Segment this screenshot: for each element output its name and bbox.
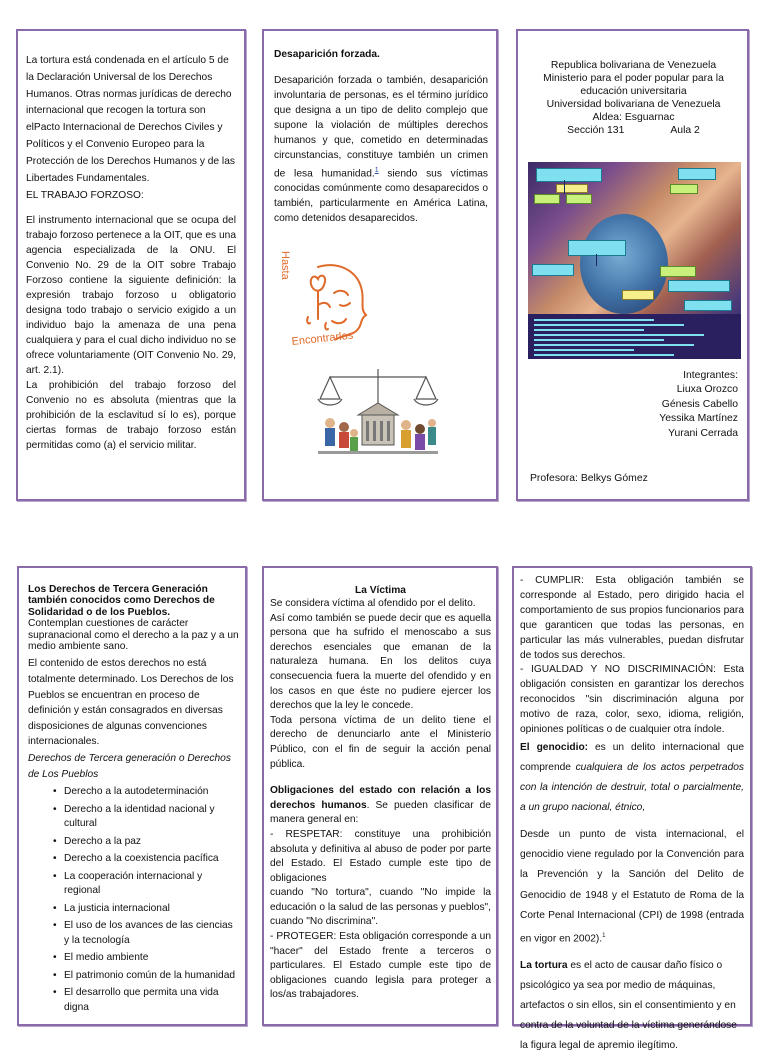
list-item: • La cooperación internacional y regional [60,870,240,899]
genocidio-paragraph-2 [520,825,744,950]
seccion-aula-line [524,124,743,137]
member-name: Génesis Cabello [661,398,738,410]
tercera-generacion-intro: Contemplan cuestiones de carácter supranacional como el derecho a la paz y a un medio ambiente sano. [28,618,239,653]
member-name: Liuxa Orozco [676,384,738,396]
member-name: Yurani Cerrada [668,427,738,439]
proteger-paragraph: - PROTEGER: Esta obligación corresponde a un "hacer" del Estado frente a terceros o particulares. El Estado cumple este tipo de obligaciones cuando legisla para proteger a los/as trabajadores. [270,931,491,1001]
tortura-definition [520,956,744,1056]
obligaciones-title: Obligaciones del estado con relación a los derechos humanos [270,785,491,811]
victima-p3: Toda persona víctima de un delito tiene el derecho de denunciarlo ante el Ministerio Público, con el fin de seguir la acción penal pública. [270,714,491,770]
integrantes-label: Integrantes: [683,370,738,381]
universidad-line: Universidad bolivariana de Venezuela [546,99,721,110]
hasta-encontrarlos-logo [274,251,378,355]
tortura-label: La tortura [520,959,568,971]
member-name: Yessika Martínez [659,413,738,425]
desaparicion-body [274,73,488,226]
panel-obligaciones-genocidio [512,566,752,1051]
cover-legend [528,314,741,359]
list-item: • El uso de los avances de las ciencias y la tecnología [60,919,240,948]
list-item: • Derecho a la identidad nacional y cultural [60,803,240,832]
cover-image-hands-globe [528,162,741,359]
igualdad-paragraph: - IGUALDAD Y NO DISCRIMINACIÓN: Esta obligación consisten en garantizar los derechos reconocidos "sin discriminación alguna por motivo de raza, color, sexo, idioma, religión, opiniones políticas o de cualquier otra índole. [520,664,744,736]
list-item: • El medio ambiente [60,951,240,966]
trabajo-forzoso-heading: EL TRABAJO FORZOSO: [26,190,144,202]
aldea-line: Aldea: Esguarnac [592,112,675,123]
respetar-paragraph: - RESPETAR: constituye una prohibición absoluta y definitiva al abuso de poder por parte del Estado. El Estado cumple este tipo de obligaciones [270,828,491,884]
panel-tortura-trabajo-forzoso [16,29,246,501]
tortura-text: es el acto de causar daño físico o psicológico ya sea por medio de máquinas, artefactos o sin ellos, sin el consentimiento y en contra de la voluntad de la víctima generándose la figura legal de apremio ilegítimo. [520,959,737,1051]
seccion-text: Sección 131 [567,125,625,136]
genocidio-paragraph [520,738,744,818]
cumplir-paragraph: - CUMPLIR: Esta obligación también se corresponde al Estado, pero dirigido hacia el comportamiento de sus propios funcionarios para que garanticen que todas las personas, en particular las más vulnerables, puedan disfrutar de todos sus derechos. [520,575,744,661]
justice-scale-illustration [316,363,440,463]
desaparicion-body-text: Desaparición forzada o también, desaparición involuntaria de personas, es el término jurídico que designa a un tipo de delito complejo que supone la violación de múltiples derechos humanos y que, cometido en determinadas circunstancias, constituye también un crimen de lesa humanidad. [274,75,488,180]
tortura-paragraph: La tortura está condenada en el artículo 5 de la Declaración Universal de los Derechos Humanos. Otras normas jurídicas de derecho internacional que recogen la tortura son elPacto Internacional de Derechos Civiles y Políticos y el Convenio Europeo para la Protección de los Derechos Humanos y de las Libertades Fundamentales. [26,55,235,184]
obligaciones-intro [270,784,491,828]
ministerio-line: Ministerio para el poder popular para la educación universitaria [543,73,724,97]
list-item: • El desarrollo que permita una vida digna [60,986,240,1015]
aula-text: Aula 2 [670,125,700,136]
tercera-generacion-title: Los Derechos de Tercera Generación también conocidos como Derechos de Solidaridad o de los Pueblos. [28,584,215,618]
logo-text-hasta: Hasta [279,251,291,280]
derechos-list [28,785,240,1015]
tercera-generacion-subtitle: Derechos de Tercera generación o Derechos de Los Pueblos [28,753,231,780]
genocidio-text: es un delito internacional que comprende [520,741,744,773]
logo-text-encontrarlos: Encontrarlos [291,329,354,348]
republica-line: Republica bolivariana de Venezuela [550,60,717,71]
panel-la-victima [262,566,498,1026]
panel-derechos-tercera-generacion [17,566,247,1026]
list-item: • La justicia internacional [60,902,240,917]
victima-p1: Se considera víctima al ofendido por el delito. [270,598,476,609]
list-item: • Derecho a la autodeterminación [60,785,240,800]
genocidio-italic: cualquiera de los actos perpetrados con la intención de destruir, total o parcialmente, a un grupo nacional, étnico, [520,761,744,813]
trabajo-forzoso-paragraph: El instrumento internacional que se ocupa del trabajo forzoso pertenece a la OIT, que es una agencia especializada de la ONU. El Convenio No. 29 de la OIT sobre Trabajo Forzoso contiene la siguiente definición: la expresión trabajo forzoso u obligatorio designa todo trabajo o servicio exigido a un individuo bajo la amenaza de una pena cualquiera y para el cual dicho individuo no se ofrece voluntariamente (OIT Convenio No. 29, art. 2.1). [26,215,236,377]
list-item: • Derecho a la coexistencia pacífica [60,852,240,867]
respetar-paragraph-2: cuando "No tortura", cuando "No impide la educación o la salud de las personas y pueblos", cuando "No discrimina". [270,887,491,928]
genocidio-label: El genocidio: [520,741,589,753]
victima-p2: Así como también se puede decir que es aquella persona que ha sufrido el menoscabo a sus derechos esenciales que emanan de la naturaleza humana. En los delitos cuya consecuencia fuera la muerte del ofendido y en los casos en que éste no pudiere ejercer los derechos que la ley le concede. [270,612,491,712]
list-item: • El patrimonio común de la humanidad [60,969,240,984]
footnote-link[interactable]: 1 [374,167,379,174]
prohibicion-paragraph: La prohibición del trabajo forzoso del Convenio no es absoluta (mientras que la prohibición de la esclavitud sí lo es), porque ciertas formas de trabajo forzoso están permitidas como (a) el servicio militar. [26,380,236,452]
list-item: • Derecho a la paz [60,835,240,850]
panel-portada [516,29,749,501]
obligaciones-tail: . Se pueden clasificar de manera general en: [270,799,491,826]
tercera-generacion-paragraph: El contenido de estos derechos no está totalmente determinado. Los Derechos de los Pueblos se encuentran en proceso de definición y están consagrados en diversas disposiciones de algunas convenciones internacionales. [28,658,234,748]
desaparicion-title: Desaparición forzada. [274,49,380,60]
panel-desaparicion-forzada [262,29,498,501]
desaparicion-body-text-2: siendo sus víctimas conocidas comúnmente como desaparecidos o también, particularmente en América Latina, como detenidos desaparecidos. [274,168,488,225]
profesora-line: Profesora: Belkys Gómez [530,473,648,484]
victima-title: La Víctima [355,585,406,596]
footnote-mark: 1 [602,932,606,939]
genocidio-p2-text: Desde un punto de vista internacional, el genocidio viene regulado por la Convención para la Prevención y la Sanción del Delito de Genocidio de 1948 y el Estatuto de Roma de la Corte Penal Internacional (CPI) de 1998 (entrada en vigor en 2002). [520,828,744,945]
